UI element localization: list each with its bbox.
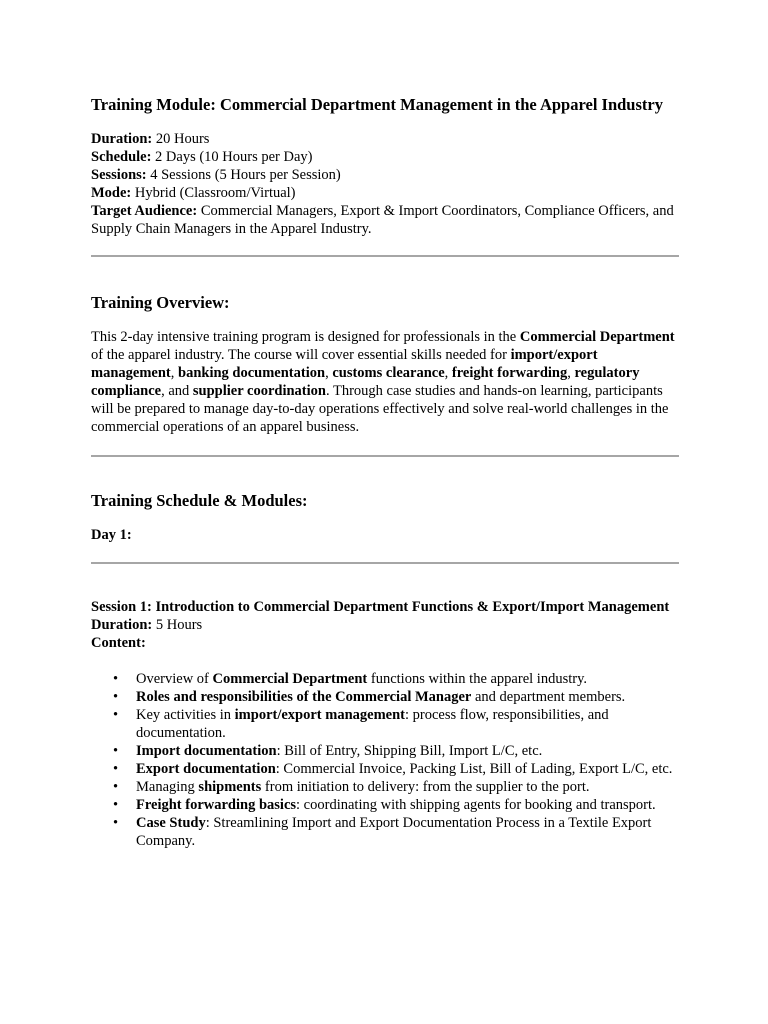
session-duration: Duration: 5 Hours: [91, 617, 203, 633]
session-title: Session 1: Introduction to Commercial Department Functions & Export/Import Management: [91, 599, 670, 615]
meta-sessions: Sessions: 4 Sessions (5 Hours per Session): [91, 167, 341, 183]
bullet-icon: •: [113, 815, 119, 831]
overview-paragraph: This 2-day intensive training program is designed for professionals in the Commercial Department of the apparel industry. The course will cover essential skills needed for import/export management, banking documentation, customs clearance, freight forwarding, regulatory compliance, and supplier coordination. Through case studies and hands-on learning, participants will be prepared to manage day-to-day operations effectively and solve real-world challenges in the commercial operations of an apparel business.: [91, 329, 675, 435]
day-label: Day 1:: [91, 527, 132, 543]
list-item: • Managing shipments from initiation to delivery: from the supplier to the port.: [113, 779, 590, 795]
list-item: • Overview of Commercial Department functions within the apparel industry.: [113, 671, 588, 687]
bullet-icon: •: [113, 797, 119, 813]
meta-block: [91, 130, 679, 238]
meta-target-audience: Target Audience: Commercial Managers, Export & Import Coordinators, Compliance Officers, and Supply Chain Managers in the Apparel Industry.: [91, 203, 674, 237]
bullet-icon: •: [113, 689, 119, 705]
list-item: • Key activities in import/export management: process flow, responsibilities, and documentation.: [113, 707, 609, 741]
bullet-icon: •: [113, 743, 119, 759]
page-title: Training Module: Commercial Department Management in the Apparel Industry: [91, 95, 663, 114]
divider: [91, 255, 679, 257]
document-content: [91, 94, 679, 850]
meta-duration: Duration: 20 Hours: [91, 131, 210, 147]
list-item: • Roles and responsibilities of the Commercial Manager and department members.: [113, 689, 626, 705]
meta-schedule: Schedule: 2 Days (10 Hours per Day): [91, 149, 313, 165]
session-content-list: [91, 670, 679, 850]
schedule-heading: Training Schedule & Modules:: [91, 491, 308, 510]
meta-mode: Mode: Hybrid (Classroom/Virtual): [91, 185, 296, 201]
divider: [91, 562, 679, 564]
list-item: • Import documentation: Bill of Entry, Shipping Bill, Import L/C, etc.: [113, 743, 543, 759]
list-item: • Freight forwarding basics: coordinating with shipping agents for booking and transport.: [113, 797, 656, 813]
list-item: • Case Study: Streamlining Import and Export Documentation Process in a Textile Export Company.: [113, 815, 652, 849]
bullet-icon: •: [113, 671, 119, 687]
bullet-icon: •: [113, 779, 119, 795]
divider: [91, 455, 679, 457]
session-content-label: Content:: [91, 635, 146, 651]
bullet-icon: •: [113, 707, 119, 723]
overview-heading: Training Overview:: [91, 293, 230, 312]
list-item: • Export documentation: Commercial Invoice, Packing List, Bill of Lading, Export L/C, etc.: [113, 761, 673, 777]
bullet-icon: •: [113, 761, 119, 777]
